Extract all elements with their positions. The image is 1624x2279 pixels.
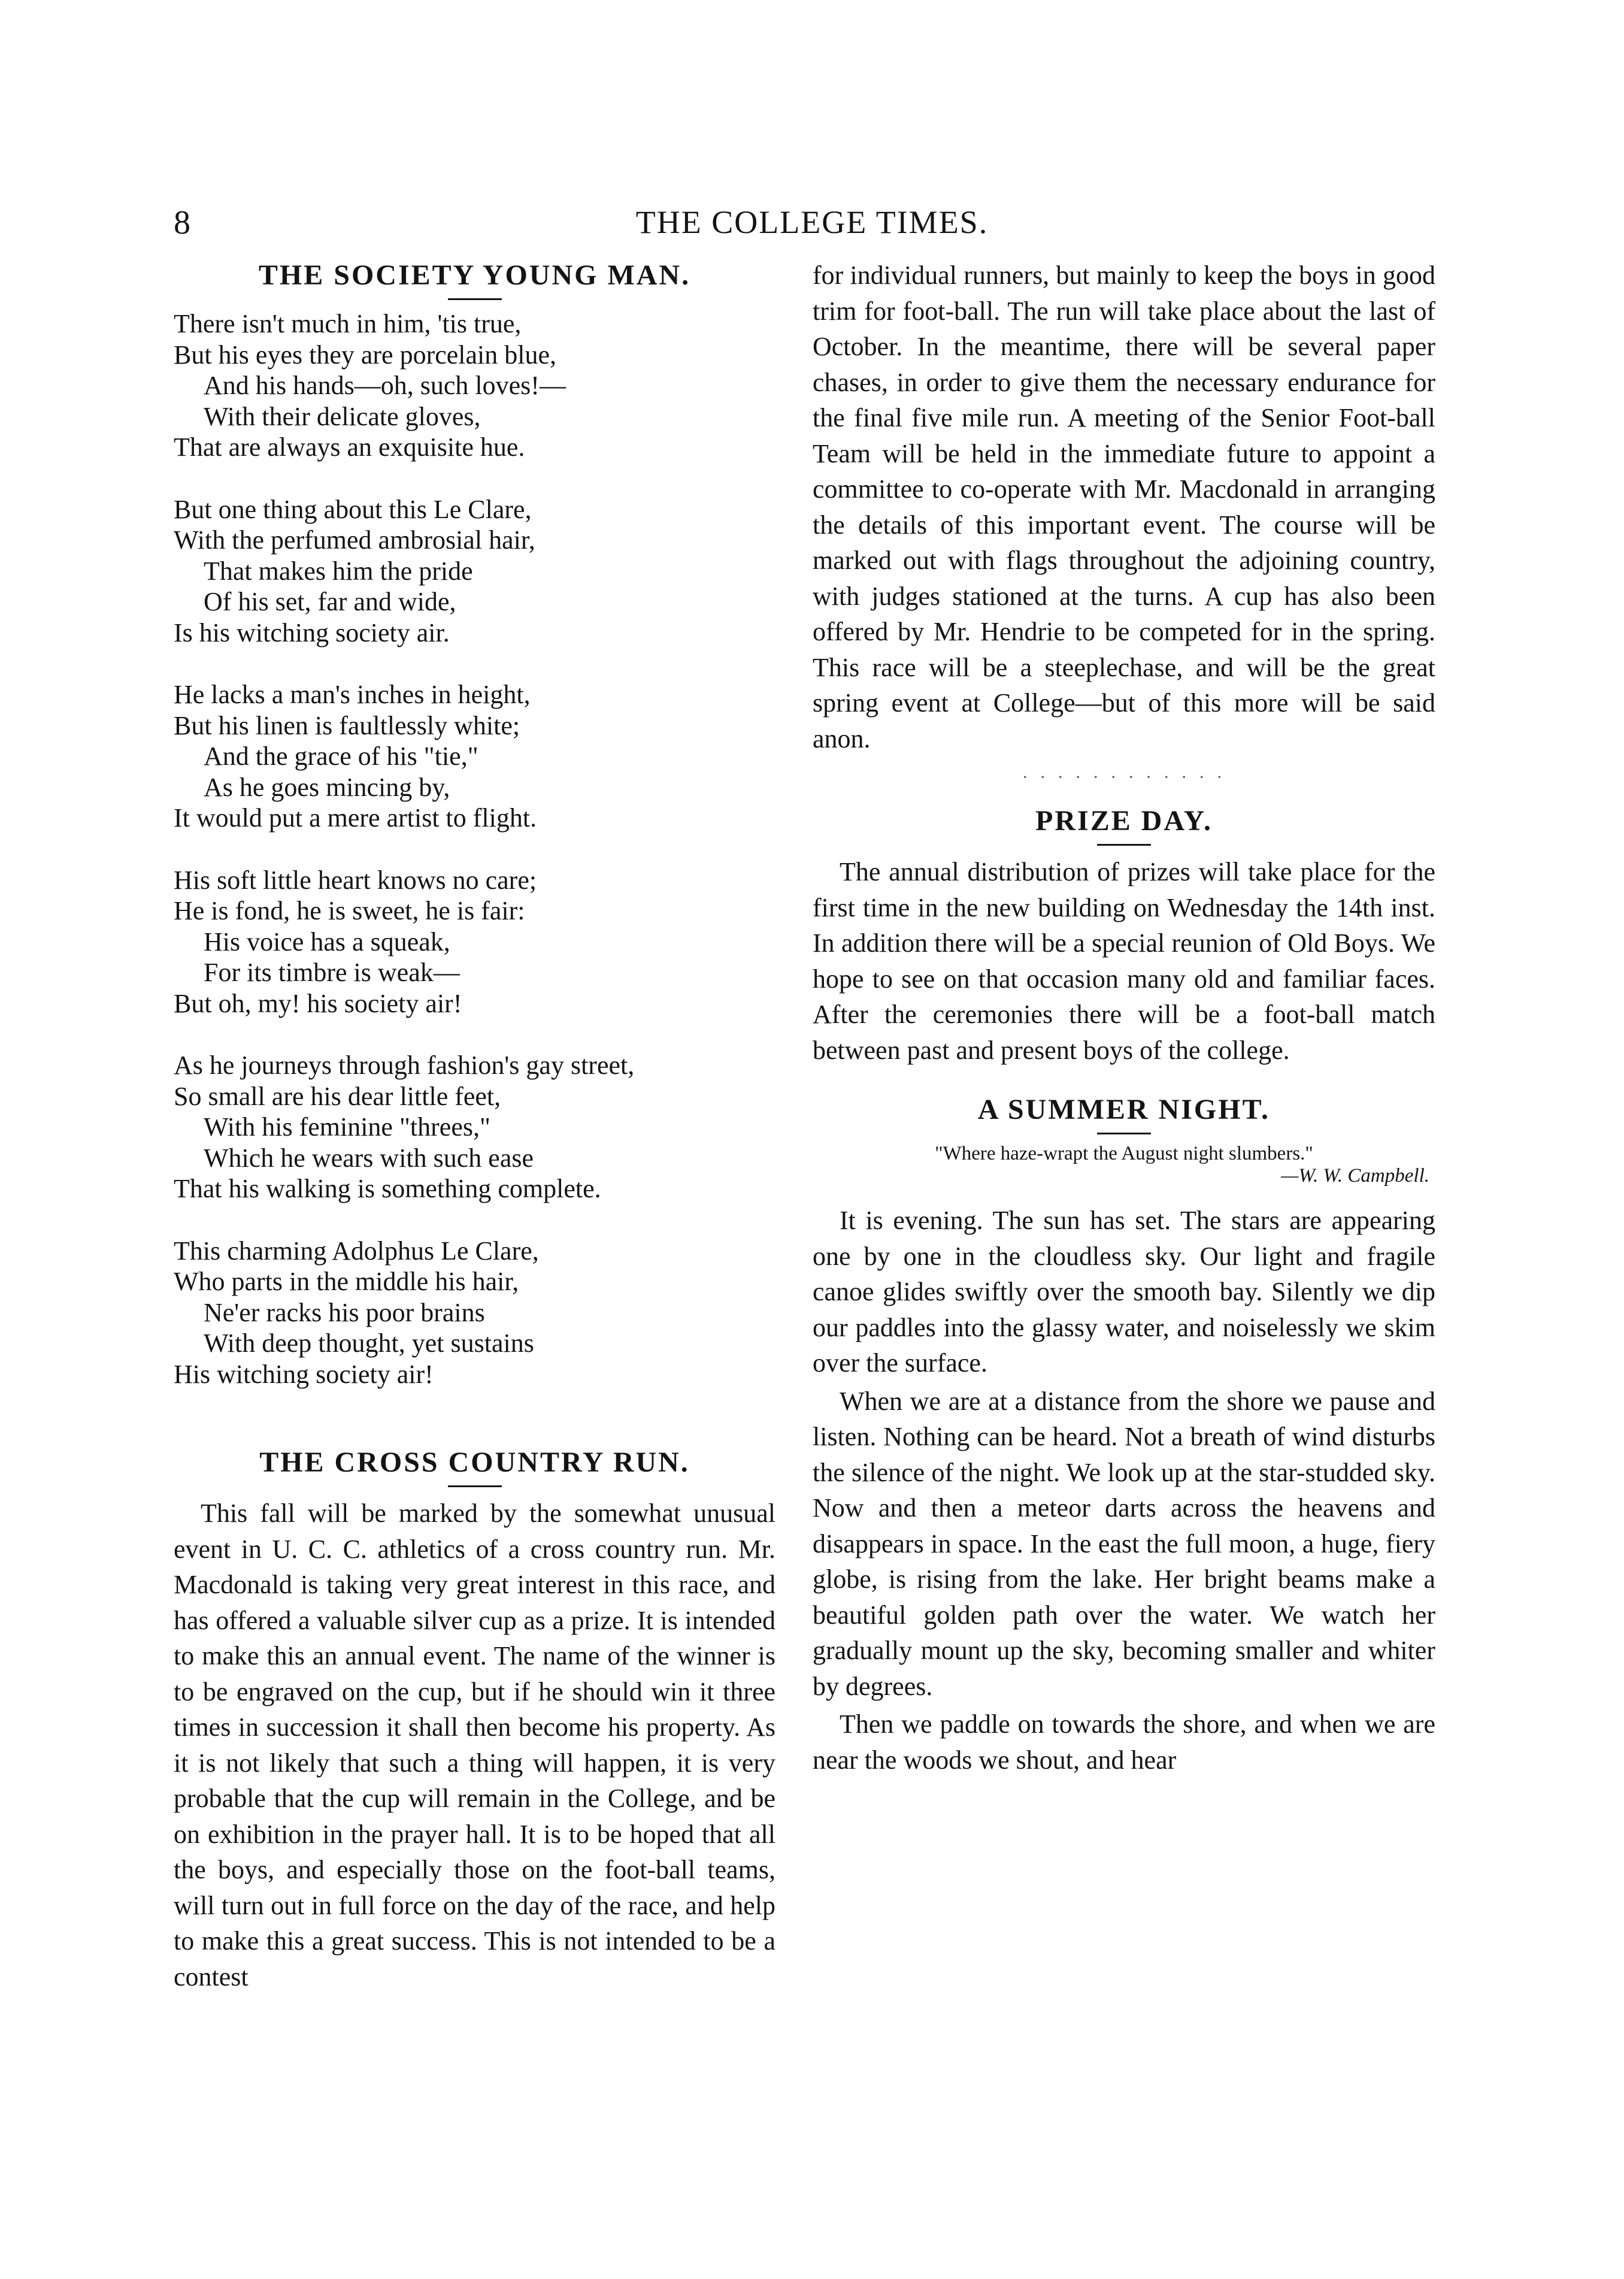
summer-night-body bbox=[813, 1203, 1435, 1778]
poem-line: But one thing about this Le Clare, bbox=[174, 494, 532, 524]
poem-title: THE SOCIETY YOUNG MAN. bbox=[258, 259, 691, 291]
poem-line: He is fond, he is sweet, he is fair: bbox=[174, 896, 525, 925]
poem-line: That his walking is something complete. bbox=[174, 1174, 601, 1203]
cross-country-text-part1: This fall will be marked by the somewhat unusual event in U. C. C. athletics of a cross country run. Mr. Macdonald is taking very great interest in this race, and has offered a valuable silver cup as a prize. It is intended to make this an annual event. The name of the winner is to be engraved on the cup, but if he should win it three times in succession it shall then become his property. As it is not likely that such a thing will happen, it is very probable that the cup will remain in the College, and be on exhibition in the prayer hall. It is to be hoped that all the boys, and especially those on the foot-ball teams, will turn out in full force on the day of the race, and help to make this a great success. This is not intended to be a contest bbox=[174, 1499, 775, 1992]
poem-line: With their delicate gloves, bbox=[204, 401, 481, 431]
poem-line: But his eyes they are porcelain blue, bbox=[174, 340, 557, 370]
page-number: 8 bbox=[174, 204, 190, 241]
poem-stanza bbox=[174, 1236, 775, 1390]
cross-country-title: THE CROSS COUNTRY RUN. bbox=[259, 1446, 690, 1478]
poem-line: And the grace of his "tie," bbox=[204, 741, 478, 771]
poem-line: As he journeys through fashion's gay street, bbox=[174, 1051, 635, 1080]
poem-line: With his feminine "threes," bbox=[204, 1112, 490, 1142]
cross-country-text-part2: for individual runners, but mainly to keep the boys in good trim for foot-ball. The run will take place about the last of October. In the meantime, there will be several paper chases, in order to give them the necessary endurance for the final five mile run. A meeting of the Senior Foot-ball Team will be held in the immediate future to appoint a committee to co-operate with Mr. Macdonald in arranging the details of this important event. The course will be marked out with flags throughout the adjoining country, with judges stationed at the turns. A cup has also been offered by Mr. Hendrie to be competed for in the spring. This race will be a steeplechase, and will be the great spring event at College—but of this more will be said anon. bbox=[813, 261, 1435, 753]
summer-night-paragraph: When we are at a distance from the shore we pause and listen. Nothing can be heard. Not a breath of wind disturbs the silence of the night. We look up at the star-studded sky. Now and then a meteor darts across the heavens and disappears in space. In the east the full moon, a huge, fiery globe, is rising from the lake. Her bright beams make a beautiful golden path over the water. We watch her gradually mount up the sky, becoming smaller and whiter by degrees. bbox=[813, 1386, 1435, 1701]
poem-line: Of his set, far and wide, bbox=[204, 587, 456, 616]
poem-line: Ne'er racks his poor brains bbox=[204, 1297, 485, 1327]
poem-line: Which he wears with such ease bbox=[204, 1143, 534, 1173]
poem-stanza bbox=[174, 679, 775, 834]
poem-line: For its timbre is weak— bbox=[204, 958, 460, 987]
epigraph-attribution: —W. W. Campbell. bbox=[1281, 1165, 1429, 1187]
poem-stanza bbox=[174, 865, 775, 1019]
right-column bbox=[813, 258, 1435, 1780]
poem-line: It would put a mere artist to flight. bbox=[174, 803, 537, 833]
poem-body bbox=[174, 308, 775, 1390]
poem-line: There isn't much in him, 'tis true, bbox=[174, 309, 522, 338]
poem-line: His voice has a squeak, bbox=[204, 927, 450, 957]
poem-line: Who parts in the middle his hair, bbox=[174, 1267, 519, 1296]
poem-stanza bbox=[174, 308, 775, 463]
title-rule bbox=[1097, 1133, 1151, 1134]
poem-line: His soft little heart knows no care; bbox=[174, 865, 537, 895]
poem-line: With the perfumed ambrosial hair, bbox=[174, 525, 535, 555]
poem-line: So small are his dear little feet, bbox=[174, 1081, 501, 1111]
poem-line: That are always an exquisite hue. bbox=[174, 432, 525, 462]
summer-night-paragraph: Then we paddle on towards the shore, and when we are near the woods we shout, and hear bbox=[813, 1709, 1435, 1775]
poem-stanza bbox=[174, 494, 775, 649]
title-rule bbox=[448, 1485, 502, 1487]
summer-night-title: A SUMMER NIGHT. bbox=[977, 1094, 1271, 1125]
poem-stanza bbox=[174, 1050, 775, 1204]
prize-day-title: PRIZE DAY. bbox=[1035, 805, 1213, 837]
epigraph: "Where haze-wrapt the August night slumbers." bbox=[935, 1143, 1313, 1164]
poem-line: Is his witching society air. bbox=[174, 618, 450, 647]
poem-line: This charming Adolphus Le Clare, bbox=[174, 1236, 539, 1266]
poem-line: And his hands—oh, such loves!— bbox=[204, 371, 566, 400]
poem-line: That makes him the pride bbox=[204, 556, 473, 586]
poem-line: With deep thought, yet sustains bbox=[204, 1328, 534, 1358]
prize-day-text: The annual distribution of prizes will take place for the first time in the new building on Wednesday the 14th inst. In addition there will be a special reunion of Old Boys. We hope to see on that occasion many old and familiar faces. After the ceremonies there will be a foot-ball match between past and present boys of the college. bbox=[813, 857, 1435, 1065]
title-rule bbox=[448, 298, 502, 300]
section-divider: · · · · · · · · · · · · bbox=[1022, 767, 1226, 787]
poem-line: But oh, my! his society air! bbox=[174, 988, 462, 1018]
poem-line: His witching society air! bbox=[174, 1359, 434, 1389]
poem-line: But his linen is faultlessly white; bbox=[174, 710, 520, 740]
title-rule bbox=[1097, 844, 1151, 846]
poem-line: As he goes mincing by, bbox=[204, 772, 450, 802]
poem-line: He lacks a man's inches in height, bbox=[174, 680, 531, 709]
left-column bbox=[174, 258, 775, 1994]
summer-night-paragraph: It is evening. The sun has set. The stars are appearing one by one in the cloudless sky. Our light and fragile canoe glides swiftly over the smooth bay. Silently we dip our paddles into the glassy water, and noiselessly we skim over the surface. bbox=[813, 1206, 1435, 1378]
running-head: THE COLLEGE TIMES. bbox=[635, 204, 989, 240]
